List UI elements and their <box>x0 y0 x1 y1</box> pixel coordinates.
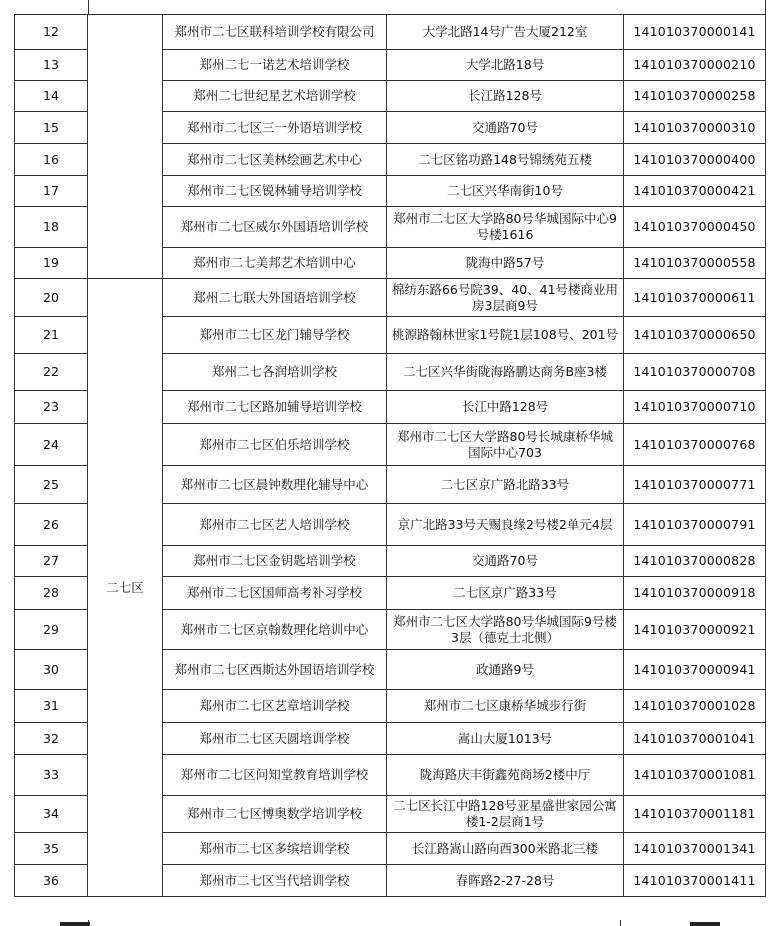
school-name: 郑州市二七区联科培训学校有限公司 <box>163 15 387 50</box>
school-name: 郑州二七世纪星艺术培训学校 <box>163 81 387 112</box>
license-code: 141010370000921 <box>624 610 766 650</box>
school-address: 陇海路庆丰街鑫苑商场2楼中厅 <box>387 755 624 796</box>
table-row <box>15 279 766 317</box>
row-number: 18 <box>15 207 88 248</box>
school-name: 郑州市二七区问知堂教育培训学校 <box>163 755 387 796</box>
school-name: 郑州市二七区博奥数学培训学校 <box>163 796 387 833</box>
row-number: 28 <box>15 577 88 610</box>
row-number: 24 <box>15 424 88 466</box>
row-number: 19 <box>15 248 88 279</box>
license-code: 141010370001411 <box>624 865 766 897</box>
license-code: 141010370001341 <box>624 833 766 865</box>
top-border-stub <box>88 0 89 14</box>
row-number: 30 <box>15 650 88 690</box>
school-address: 二七区京广路33号 <box>387 577 624 610</box>
license-code: 141010370001081 <box>624 755 766 796</box>
row-number: 31 <box>15 690 88 723</box>
row-number: 23 <box>15 391 88 424</box>
school-name: 郑州市二七区晨钟数理化辅导中心 <box>163 466 387 504</box>
bottom-edge-mark <box>690 922 720 926</box>
table-row <box>15 15 766 50</box>
school-address: 长江路嵩山路向西300米路北三楼 <box>387 833 624 865</box>
school-name: 郑州市二七区当代培训学校 <box>163 865 387 897</box>
school-name: 郑州市二七区龙门辅导学校 <box>163 317 387 354</box>
school-address: 陇海中路57号 <box>387 248 624 279</box>
license-code: 141010370000650 <box>624 317 766 354</box>
school-name: 郑州市二七区国师高考补习学校 <box>163 577 387 610</box>
school-address: 交通路70号 <box>387 112 624 144</box>
school-address: 春晖路2-27-28号 <box>387 865 624 897</box>
school-address: 二七区铭功路148号锦绣苑五楼 <box>387 144 624 176</box>
school-name: 郑州市二七区威尔外国语培训学校 <box>163 207 387 248</box>
school-address: 桃源路翰林世家1号院1层108号、201号 <box>387 317 624 354</box>
school-address: 长江中路128号 <box>387 391 624 424</box>
row-number: 33 <box>15 755 88 796</box>
license-code: 141010370000918 <box>624 577 766 610</box>
school-name: 郑州二七各润培训学校 <box>163 354 387 391</box>
school-name: 郑州市二七区美林绘画艺术中心 <box>163 144 387 176</box>
license-code: 141010370000708 <box>624 354 766 391</box>
school-name: 郑州市二七区京翰数理化培训中心 <box>163 610 387 650</box>
row-number: 35 <box>15 833 88 865</box>
school-address: 京广北路33号天赐良缘2号楼2单元4层 <box>387 504 624 546</box>
row-number: 17 <box>15 176 88 207</box>
license-code: 141010370000828 <box>624 546 766 577</box>
school-address: 郑州市二七区大学路80号长城康桥华城国际中心703 <box>387 424 624 466</box>
school-address: 郑州市二七区康桥华城步行街 <box>387 690 624 723</box>
bottom-edge-mark <box>60 922 90 926</box>
license-code: 141010370001041 <box>624 723 766 755</box>
school-address: 二七区京广路北路33号 <box>387 466 624 504</box>
roster-body <box>15 15 766 897</box>
school-address: 棉纺东路66号院39、40、41号楼商业用房3层商9号 <box>387 279 624 317</box>
row-number: 25 <box>15 466 88 504</box>
school-address: 郑州市二七区大学路80号华城国际9号楼3层（德克士北侧） <box>387 610 624 650</box>
school-name: 郑州市二七区西斯达外国语培训学校 <box>163 650 387 690</box>
school-name: 郑州市二七区路加辅导培训学校 <box>163 391 387 424</box>
row-number: 34 <box>15 796 88 833</box>
school-address: 长江路128号 <box>387 81 624 112</box>
license-code: 141010370000310 <box>624 112 766 144</box>
school-address: 交通路70号 <box>387 546 624 577</box>
school-name: 郑州市二七美邦艺术培训中心 <box>163 248 387 279</box>
district-cell <box>88 15 163 279</box>
school-name: 郑州市二七区艺人培训学校 <box>163 504 387 546</box>
license-code: 141010370000558 <box>624 248 766 279</box>
license-code: 141010370001181 <box>624 796 766 833</box>
school-name: 郑州二七联大外国语培训学校 <box>163 279 387 317</box>
school-name: 郑州市二七区锐林辅导培训学校 <box>163 176 387 207</box>
school-name: 郑州市二七区伯乐培训学校 <box>163 424 387 466</box>
license-code: 141010370000450 <box>624 207 766 248</box>
school-address: 二七区兴华街陇海路鹏达商务B座3楼 <box>387 354 624 391</box>
row-number: 20 <box>15 279 88 317</box>
bottom-border-stub <box>620 920 621 926</box>
row-number: 12 <box>15 15 88 50</box>
school-name: 郑州市二七区艺章培训学校 <box>163 690 387 723</box>
license-code: 141010370001028 <box>624 690 766 723</box>
row-number: 14 <box>15 81 88 112</box>
license-code: 141010370000791 <box>624 504 766 546</box>
school-name: 郑州市二七区多缤培训学校 <box>163 833 387 865</box>
district-cell: 二七区 <box>88 279 163 897</box>
license-code: 141010370000141 <box>624 15 766 50</box>
row-number: 21 <box>15 317 88 354</box>
school-name: 郑州市二七区金钥匙培训学校 <box>163 546 387 577</box>
row-number: 15 <box>15 112 88 144</box>
license-code: 141010370000210 <box>624 50 766 81</box>
school-address: 大学北路14号广告大厦212室 <box>387 15 624 50</box>
row-number: 16 <box>15 144 88 176</box>
license-code: 141010370000710 <box>624 391 766 424</box>
school-address: 大学北路18号 <box>387 50 624 81</box>
license-code: 141010370000400 <box>624 144 766 176</box>
license-code: 141010370000258 <box>624 81 766 112</box>
school-address: 政通路9号 <box>387 650 624 690</box>
row-number: 13 <box>15 50 88 81</box>
school-name: 郑州市二七区天圆培训学校 <box>163 723 387 755</box>
school-roster-table <box>14 14 766 897</box>
row-number: 27 <box>15 546 88 577</box>
license-code: 141010370000941 <box>624 650 766 690</box>
school-address: 郑州市二七区大学路80号华城国际中心9号楼1616 <box>387 207 624 248</box>
license-code: 141010370000421 <box>624 176 766 207</box>
license-code: 141010370000768 <box>624 424 766 466</box>
row-number: 26 <box>15 504 88 546</box>
school-address: 二七区兴华南街10号 <box>387 176 624 207</box>
school-name: 郑州二七一诺艺术培训学校 <box>163 50 387 81</box>
row-number: 32 <box>15 723 88 755</box>
row-number: 36 <box>15 865 88 897</box>
school-name: 郑州市二七区三一外语培训学校 <box>163 112 387 144</box>
row-number: 29 <box>15 610 88 650</box>
license-code: 141010370000771 <box>624 466 766 504</box>
school-address: 嵩山大厦1013号 <box>387 723 624 755</box>
license-code: 141010370000611 <box>624 279 766 317</box>
row-number: 22 <box>15 354 88 391</box>
top-border-stub <box>765 0 766 14</box>
school-address: 二七区长江中路128号亚星盛世家园公寓楼1-2层商1号 <box>387 796 624 833</box>
